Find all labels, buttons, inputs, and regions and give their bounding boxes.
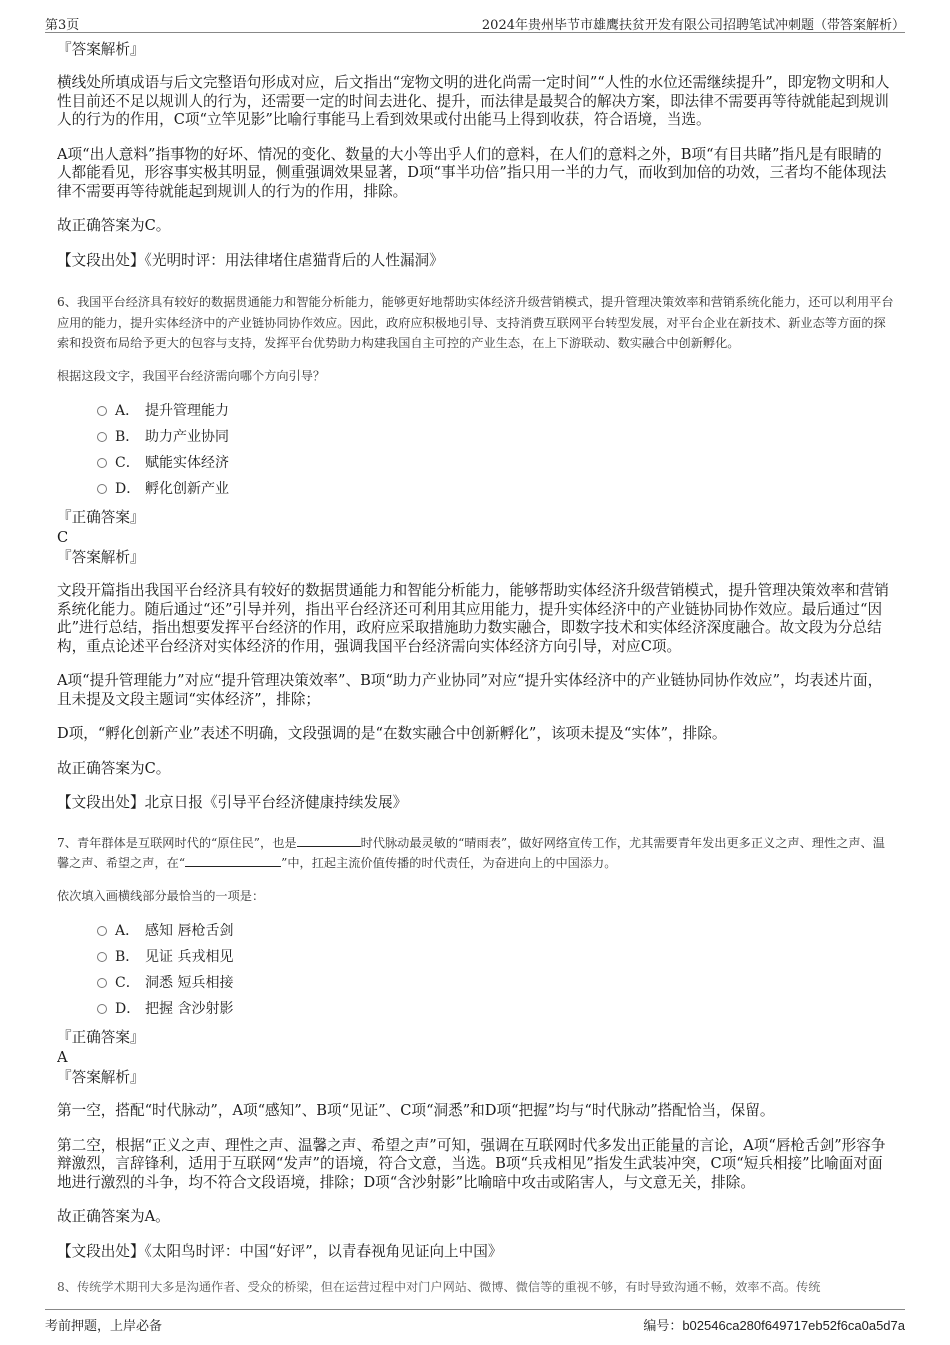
question-stem: 7、青年群体是互联网时代的“原住民”，也是 时代脉动最灵敏的“晴雨表”，做好网络宣传工作，尤其需要青年发出更多正义之声、理性之声、温馨之声、希望之声，在“ ”中，扛起主流价值传播的时代责任，为奋进向上的中国添力。	[57, 835, 885, 870]
page-content	[57, 40, 895, 1298]
source-citation: 【文段出处】北京日报《引导平台经济健康持续发展》	[57, 794, 408, 811]
analysis-paragraph: 第一空，搭配“时代脉动”，A项“感知”、B项“见证”、C项“洞悉”和D项“把握”均与“时代脉动”搭配恰当，保留。	[57, 1102, 775, 1119]
option-d[interactable]: D． 孵化创新产业	[97, 476, 895, 502]
radio-icon[interactable]	[97, 406, 107, 416]
option-list	[97, 398, 895, 502]
option-b[interactable]: B． 助力产业协同	[97, 424, 895, 450]
option-a[interactable]: A． 提升管理能力	[97, 398, 895, 424]
question-stem: 6、我国平台经济具有较好的数据贯通能力和智能分析能力，能够更好地帮助实体经济升级营销模式，提升管理决策效率和营销系统化能力，还可以利用平台应用的能力，提升实体经济中的产业链协同协作效应。因此，政府应积极地引导、支持消费互联网平台转型发展，对平台企业在新技术、新业态等方面的探索和投资布局给予更大的包容与支持，发挥平台优势助力构建我国自主可控的产业生态，在上下游联动、数实融合中创新孵化。	[57, 295, 894, 350]
source-citation: 【文段出处】《光明时评：用法律堵住虐猫背后的人性漏洞》	[57, 251, 444, 269]
correct-answer: A	[57, 1049, 68, 1066]
analysis-paragraph: D项，“孵化创新产业”表述不明确，文段强调的是“在数实融合中创新孵化”，该项未提及“实体”，排除。	[57, 725, 727, 742]
analysis-tag: 『答案解析』	[57, 1069, 145, 1086]
correct-answer-tag: 『正确答案』	[57, 1029, 145, 1046]
analysis-tag: 『答案解析』	[57, 549, 145, 566]
correct-answer: C	[57, 529, 69, 546]
analysis-paragraph: 横线处所填成语与后文完整语句形成对应，后文指出“宠物文明的进化尚需一定时间”“人性的水位还需继续提升”，即宠物文明和人性目前还不足以规训人的行为，还需要一定的时间去进化、提升，而法律是最契合的解决方案，即法律不需要再等待就能起到规训人的行为的作用，C项“立竿见影”比喻行事能马上看到效果或付出能马上得到收获，符合语境，当选。	[57, 74, 890, 128]
analysis-paragraph: 文段开篇指出我国平台经济具有较好的数据贯通能力和智能分析能力，能够帮助实体经济升级营销模式，提升管理决策效率和营销系统化能力。随后通过“还”引导并列，指出平台经济还可利用其应用能力，提升实体经济中的产业链协同协作效应。最后通过“因此”进行总结，指出想要发挥平台经济的作用，政府应采取措施助力数实融合，即数字技术和实体经济深度融合。故文段为分总结构，重点论述平台经济对实体经济的作用，强调我国平台经济需向实体经济方向引导，对应C项。	[57, 582, 889, 655]
document-code: 编号：b02546ca280f649717eb52f6ca0a5d7a	[643, 1318, 905, 1334]
radio-icon[interactable]	[97, 952, 107, 962]
question-prompt: 根据这段文字，我国平台经济需向哪个方向引导？	[57, 368, 326, 383]
correct-answer-tag: 『正确答案』	[57, 509, 145, 526]
conclusion: 故正确答案为C。	[57, 759, 171, 777]
page-number: 第3页	[45, 18, 80, 33]
radio-icon[interactable]	[97, 1004, 107, 1014]
radio-icon[interactable]	[97, 458, 107, 468]
option-c[interactable]: C． 赋能实体经济	[97, 450, 895, 476]
analysis-paragraph: A项“提升管理能力”对应“提升管理决策效率”、B项“助力产业协同”对应“提升实体经济中的产业链协同协作效应”，均表述片面，且未提及文段主题词“实体经济”，排除；	[57, 672, 883, 708]
radio-icon[interactable]	[97, 484, 107, 494]
source-citation: 【文段出处】《太阳鸟时评：中国“好评”，以青春视角见证向上中国》	[57, 1242, 503, 1260]
question-prompt: 依次填入画横线部分最恰当的一项是：	[57, 888, 265, 903]
radio-icon[interactable]	[97, 432, 107, 442]
page-header	[45, 12, 905, 33]
option-list	[97, 918, 895, 1022]
option-c[interactable]: C． 洞悉 短兵相接	[97, 970, 895, 996]
conclusion: 故正确答案为A。	[57, 1208, 170, 1225]
analysis-tag: 『答案解析』	[57, 41, 145, 58]
document-title: 2024年贵州毕节市雄鹰扶贫开发有限公司招聘笔试冲刺题（带答案解析）	[481, 18, 905, 33]
option-d[interactable]: D． 把握 含沙射影	[97, 996, 895, 1022]
analysis-paragraph: 第二空，根据“正义之声、理性之声、温馨之声、希望之声”可知，强调在互联网时代多发出正能量的言论，A项“唇枪舌剑”形容争辩激烈，言辞锋利，适用于互联网“发声”的语境，符合文意，当选。B项“兵戎相见”指发生武装冲突，C项“短兵相接”比喻面对面地进行激烈的斗争，均不符合文段语境，排除；D项“含沙射影”比喻暗中攻击或陷害人，与文意无关，排除。	[57, 1136, 886, 1191]
analysis-paragraph: A项“出人意料”指事物的好坏、情况的变化、数量的大小等出乎人们的意料，在人们的意料之外，B项“有目共睹”指凡是有眼睛的人都能看见，形容事实极其明显，侧重强调效果显著，D项“事半功倍”指只用一半的力气，而收到加倍的功效，三者均不能体现法律不需要再等待就能起到规训人的行为的作用，排除。	[57, 145, 887, 200]
option-a[interactable]: A． 感知 唇枪舌剑	[97, 918, 895, 944]
page-footer	[45, 1309, 905, 1334]
fill-blank	[297, 835, 361, 847]
radio-icon[interactable]	[97, 978, 107, 988]
conclusion: 故正确答案为C。	[57, 217, 171, 234]
footer-slogan: 考前押题，上岸必备	[45, 1319, 163, 1334]
option-b[interactable]: B． 见证 兵戎相见	[97, 944, 895, 970]
fill-blank	[185, 855, 281, 867]
question-stem-partial: 8、传统学术期刊大多是沟通作者、受众的桥梁，但在运营过程中对门户网站、微博、微信等的重视不够，有时导致沟通不畅，效率不高。传统	[57, 1280, 821, 1294]
radio-icon[interactable]	[97, 926, 107, 936]
